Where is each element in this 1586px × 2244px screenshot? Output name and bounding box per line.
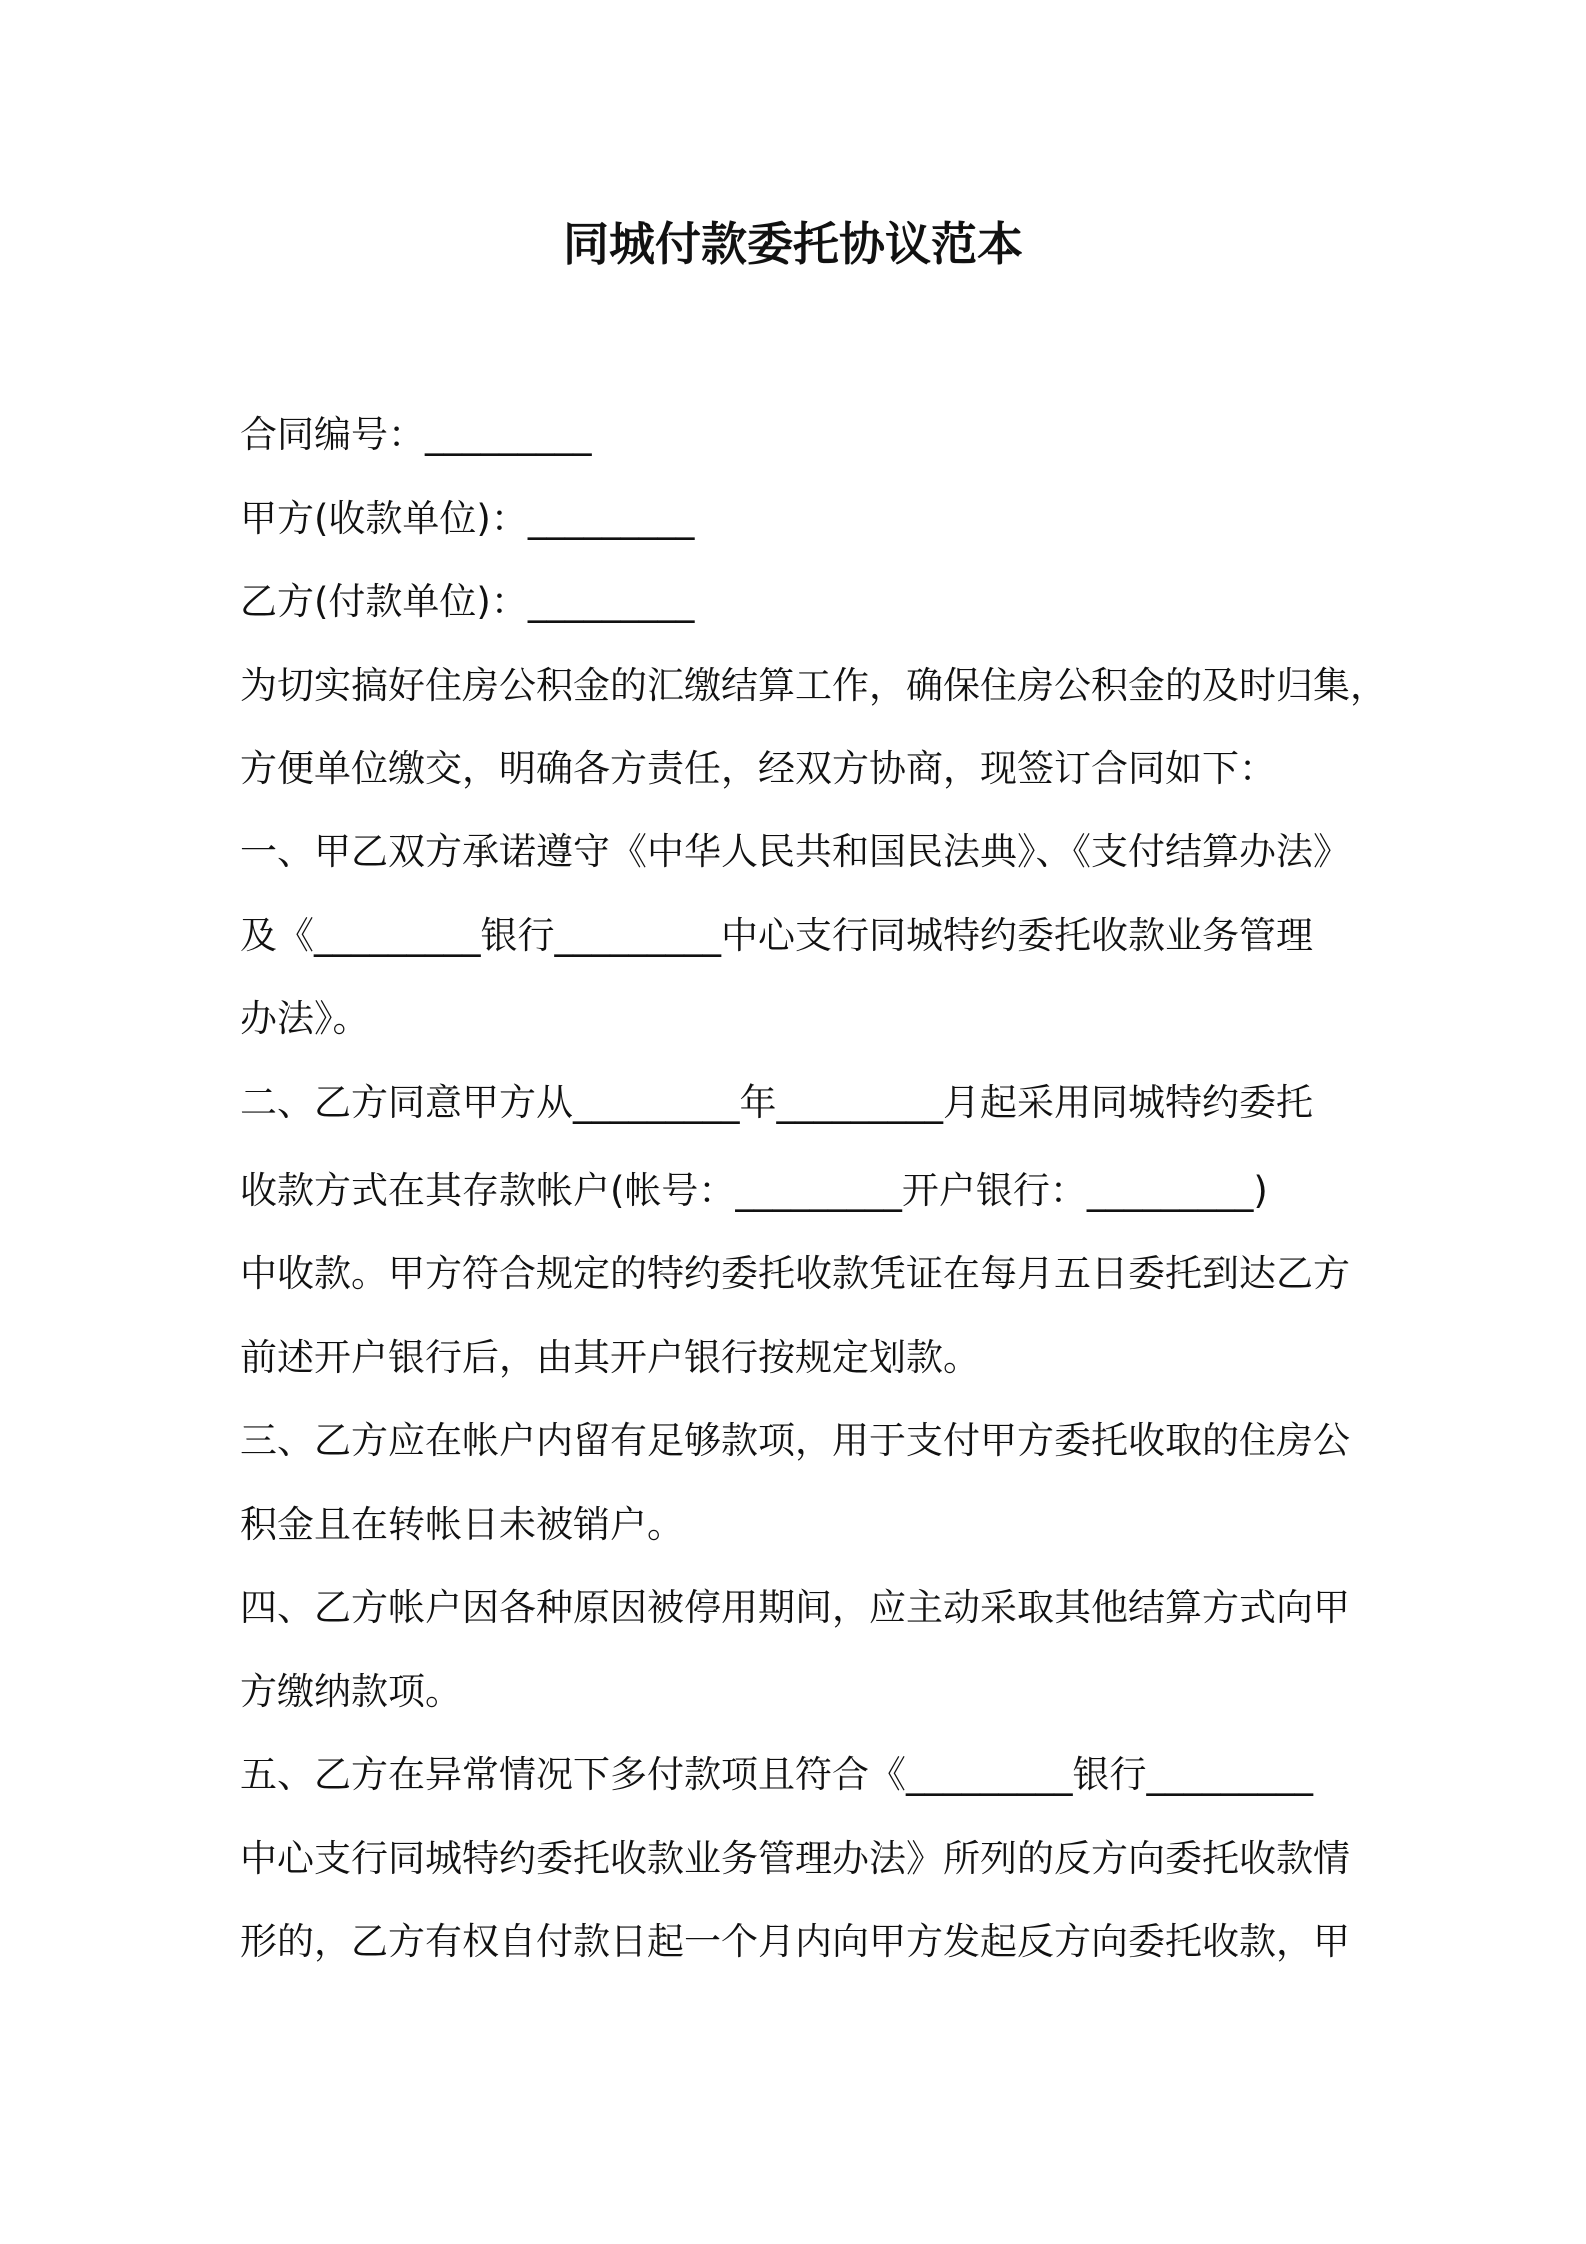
clause-4-line: 四、乙方帐户因各种原因被停用期间，应主动采取其他结算方式向甲 — [240, 1586, 1350, 1629]
preamble-line: 为切实搞好住房公积金的汇缴结算工作，确保住房公积金的及时归集， — [240, 664, 1387, 707]
clause-1-line: 及《_________银行_________中心支行同城特约委托收款业务管理 — [240, 914, 1313, 957]
clause-1-line: 一、甲乙双方承诺遵守《中华人民共和国民法典》、《支付结算办法》 — [240, 830, 1350, 873]
clause-5-line: 形的，乙方有权自付款日起一个月内向甲方发起反方向委托收款，甲 — [240, 1920, 1350, 1963]
clause-1-line: 办法》。 — [240, 997, 370, 1040]
clause-2-line: 收款方式在其存款帐户(帐号：_________开户银行：_________) — [240, 1169, 1268, 1212]
contract-number-line: 合同编号：_________ — [240, 413, 592, 456]
clause-3-line: 积金且在转帐日未被销户。 — [240, 1503, 684, 1546]
clause-5-line: 中心支行同城特约委托收款业务管理办法》所列的反方向委托收款情 — [240, 1837, 1350, 1880]
clause-2-line: 中收款。甲方符合规定的特约委托收款凭证在每月五日委托到达乙方 — [240, 1252, 1350, 1295]
clause-3-line: 三、乙方应在帐户内留有足够款项，用于支付甲方委托收取的住房公 — [240, 1419, 1350, 1462]
clause-5-line: 五、乙方在异常情况下多付款项且符合《_________银行_________ — [240, 1753, 1313, 1796]
clause-4-line: 方缴纳款项。 — [240, 1670, 462, 1713]
preamble-line: 方便单位缴交，明确各方责任，经双方协商，现签订合同如下： — [240, 747, 1276, 790]
clause-2-line: 前述开户银行后，由其开户银行按规定划款。 — [240, 1336, 980, 1379]
document-title: 同城付款委托协议范本 — [563, 217, 1023, 271]
party-b-line: 乙方(付款单位)：_________ — [240, 580, 695, 623]
clause-2-line: 二、乙方同意甲方从_________年_________月起采用同城特约委托 — [240, 1081, 1313, 1124]
party-a-line: 甲方(收款单位)：_________ — [240, 497, 695, 540]
